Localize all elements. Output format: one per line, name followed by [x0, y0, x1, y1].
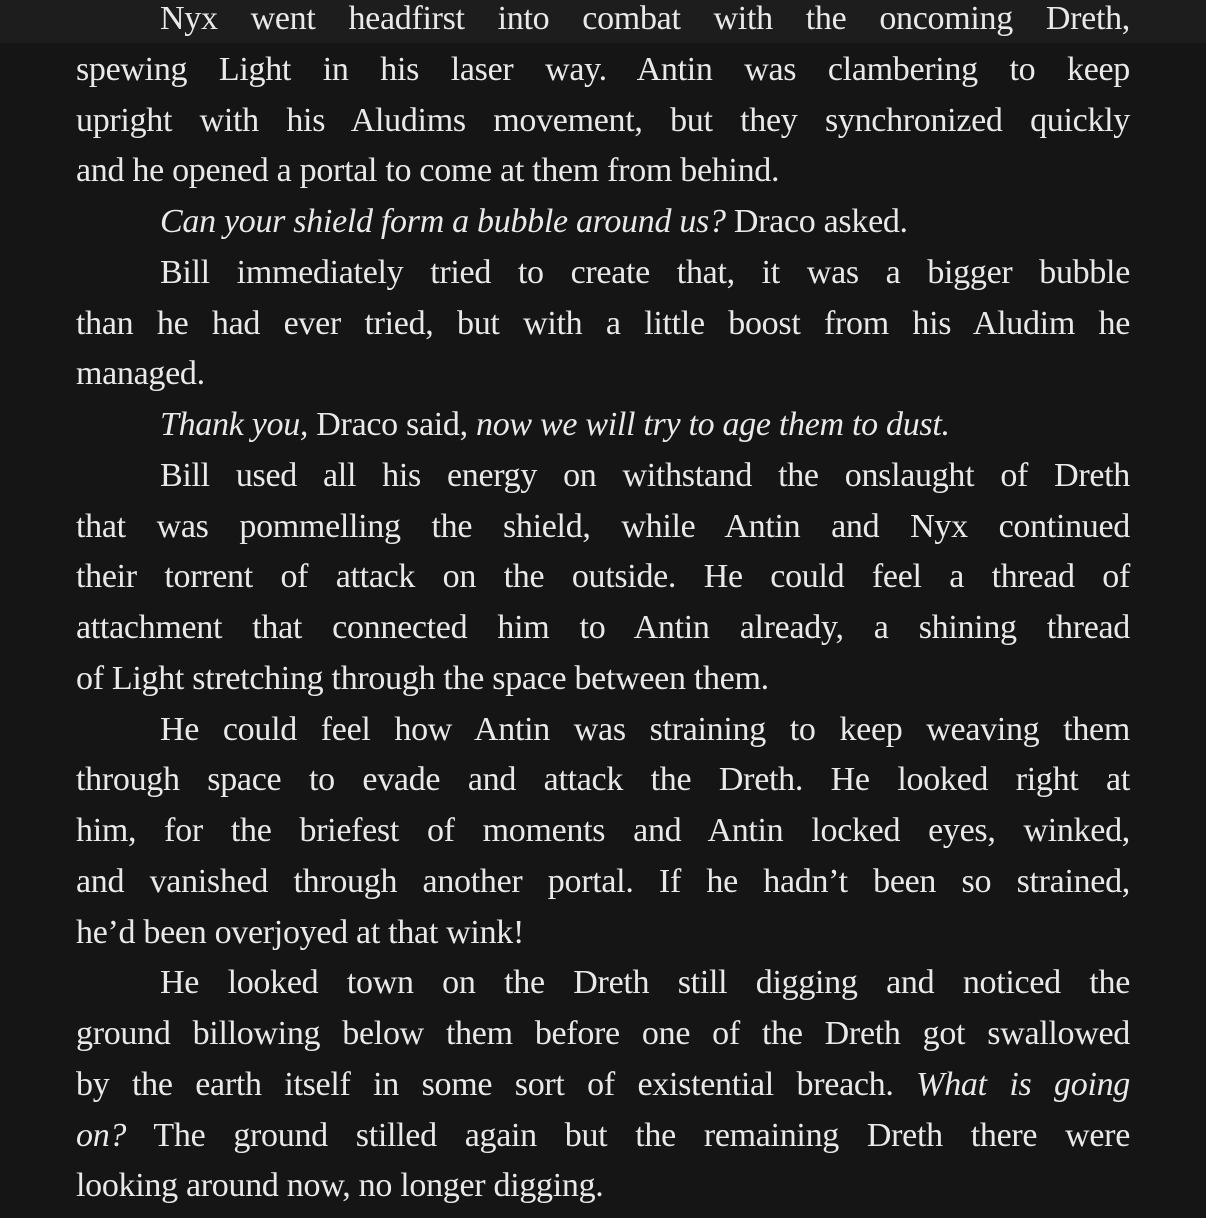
text-run: that was pommelling the shield, while Antin and Nyx continued [76, 507, 1130, 545]
italic-text-run: What is going [916, 1065, 1130, 1103]
text-run: he’d been overjoyed at that wink! [76, 913, 524, 951]
text-line [76, 400, 1130, 451]
text-run: He could feel how Antin was straining to keep weaving them [160, 710, 1130, 748]
text-line [76, 908, 1130, 959]
text-line [76, 603, 1130, 654]
text-run: Draco asked. [725, 203, 908, 240]
text-run: managed. [76, 355, 205, 393]
text-line [76, 299, 1130, 350]
text-run: their torrent of attack on the outside. He could feel a thread of [76, 558, 1130, 596]
text-run: He looked town on the Dreth still digging and noticed the [160, 964, 1130, 1002]
text-run: him, for the briefest of moments and Antin locked eyes, winked, [76, 812, 1130, 849]
italic-text-run: now we will try to age them to dust. [476, 406, 950, 443]
text-line [76, 1009, 1130, 1060]
text-line [76, 1060, 1130, 1111]
text-run: spewing Light in his laser way. Antin was clambering to keep [76, 50, 1130, 88]
text-line [76, 96, 1130, 147]
text-run: looking around now, no longer digging. [76, 1167, 604, 1205]
text-line [76, 1111, 1130, 1162]
text-run: than he had ever tried, but with a little boost from his Aludim he [76, 304, 1130, 342]
text-run: Draco said, [308, 406, 477, 443]
text-run: attachment that connected him to Antin already, a shining thread [76, 609, 1130, 646]
text-line [76, 45, 1130, 96]
text-run: through space to evade and attack the Dreth. He looked right at [76, 761, 1130, 799]
text-line [76, 552, 1130, 603]
text-line [76, 755, 1130, 806]
italic-text-run: Can your shield form a bubble around us? [160, 203, 726, 240]
text-line [76, 0, 1130, 45]
text-line [76, 857, 1130, 908]
italic-text-run: Thank you, [160, 406, 309, 443]
text-line [76, 806, 1130, 857]
text-run: Bill immediately tried to create that, it was a bigger bubble [160, 253, 1130, 291]
text-line [76, 451, 1130, 502]
text-run: The ground stilled again but the remaining Dreth there were [126, 1116, 1130, 1154]
text-run: Bill used all his energy on withstand the onslaught of Dreth [160, 456, 1130, 494]
text-line [76, 705, 1130, 756]
text-run: by the earth itself in some sort of existential breach. [76, 1065, 917, 1103]
text-line [76, 197, 1130, 248]
text-line [76, 248, 1130, 299]
text-run: of Light stretching through the space between them. [76, 659, 769, 697]
text-line [76, 958, 1130, 1009]
text-run: upright with his Aludims movement, but they synchronized quickly [76, 101, 1130, 139]
text-line [76, 502, 1130, 553]
text-run: and vanished through another portal. If he hadn’t been so strained, [76, 862, 1130, 900]
text-line [76, 654, 1130, 705]
text-line [76, 1161, 1130, 1212]
text-run: Nyx went headfirst into combat with the oncoming Dreth, [160, 0, 1130, 37]
text-line [76, 146, 1130, 197]
text-line [76, 349, 1130, 400]
italic-text-run: on? [76, 1116, 127, 1154]
text-run: ground billowing below them before one of the Dreth got swallowed [76, 1015, 1130, 1052]
text-run: and he opened a portal to come at them from behind. [76, 152, 780, 190]
